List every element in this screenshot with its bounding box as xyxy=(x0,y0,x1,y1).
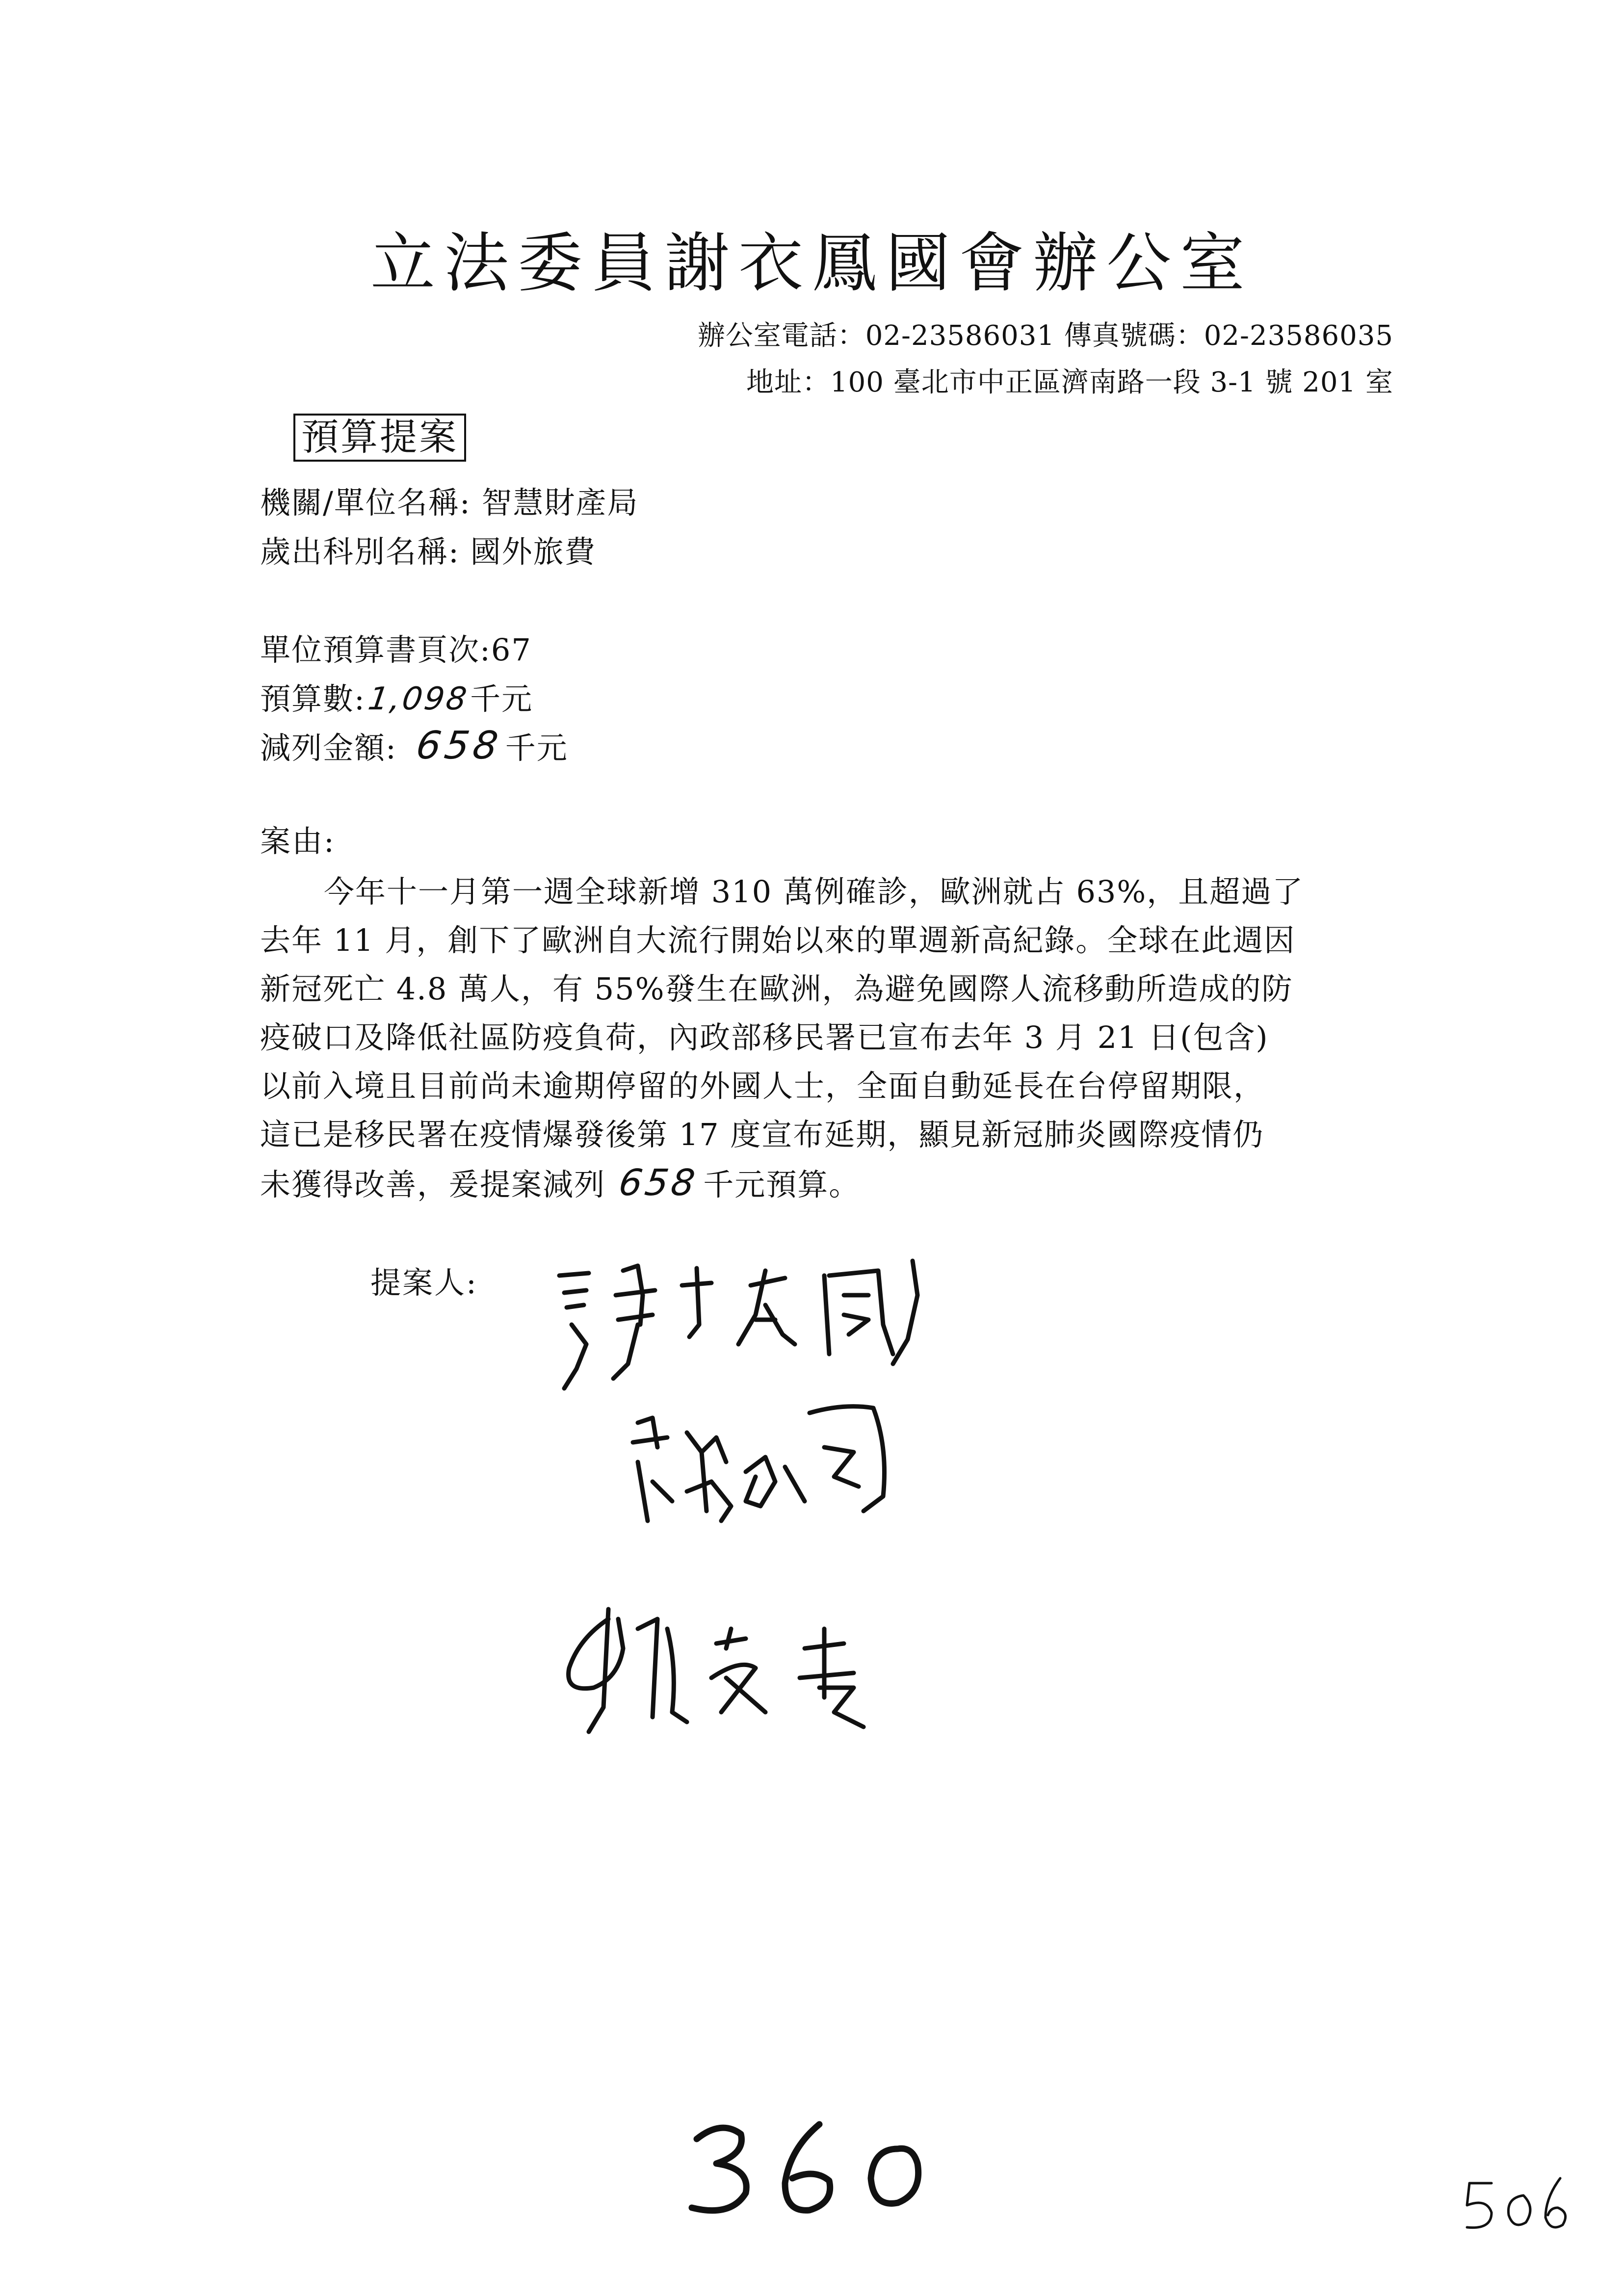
budget-amount-field xyxy=(260,675,533,718)
budget-amount-label: 預算數: xyxy=(260,681,366,717)
budget-page-label: 單位預算書頁次: xyxy=(260,632,491,668)
cut-amount-handwritten: 658 xyxy=(413,724,505,768)
reason-last-line xyxy=(260,1159,1398,1209)
cut-amount-label: 減列金額: xyxy=(260,730,397,766)
budget-page-field xyxy=(260,626,532,669)
agency-value: 智慧財產局 xyxy=(481,485,639,521)
handwritten-page-number-small xyxy=(1467,2178,1566,2228)
agency-field xyxy=(260,478,639,522)
reason-line: 今年十一月第一週全球新增 310 萬例確診，歐洲就占 63%，且超過了 xyxy=(324,874,1304,910)
reason-amount-handwritten: 658 xyxy=(616,1162,701,1204)
reason-line: 去年 11 月，創下了歐洲自大流行開始以來的單週新高紀錄。全球在此週因 xyxy=(260,922,1296,958)
agency-label: 機關/單位名稱: xyxy=(260,485,471,521)
budget-amount-handwritten: 1,098 xyxy=(366,681,471,717)
proposal-type-box: 預算提案 xyxy=(293,414,466,462)
reason-line: 這已是移民署在疫情爆發後第 17 度宣布延期，顯見新冠肺炎國際疫情仍 xyxy=(260,1117,1264,1152)
cut-amount-unit: 千元 xyxy=(505,730,568,766)
proposer-label: 提案人: xyxy=(370,1265,478,1301)
office-title: 立法委員謝衣鳳國會辦公室 xyxy=(370,226,1254,301)
signature-second xyxy=(633,1407,885,1521)
reason-last-prefix: 未獲得改善，爰提案減列 xyxy=(260,1167,606,1202)
budget-page-value: 67 xyxy=(491,632,532,668)
phone-fax-line: 辦公室電話：02-23586031 傳真號碼：02-23586035 xyxy=(697,320,1393,352)
address-line: 地址：100 臺北市中正區濟南路一段 3-1 號 201 室 xyxy=(746,366,1393,398)
expenditure-item-value: 國外旅費 xyxy=(470,534,596,570)
reason-label: 案由: xyxy=(260,823,336,859)
reason-line: 疫破口及降低社區防疫負荷，內政部移民署已宣布去年 3 月 21 日(包含) xyxy=(260,1019,1269,1055)
signature-first xyxy=(559,1261,917,1388)
budget-amount-unit: 千元 xyxy=(470,681,533,717)
expenditure-item-label: 歲出科別名稱: xyxy=(260,534,460,570)
reason-last-suffix: 千元預算。 xyxy=(703,1167,861,1202)
cut-amount-field xyxy=(260,724,568,768)
handwritten-page-number-large xyxy=(692,2124,918,2211)
reason-line: 以前入境且目前尚未逾期停留的外國人士，全面自動延長在台停留期限， xyxy=(260,1068,1265,1104)
reason-line: 新冠死亡 4.8 萬人，有 55%發生在歐洲，為避免國際人流移動所造成的防 xyxy=(260,971,1293,1007)
expenditure-item-field xyxy=(260,527,596,571)
reason-paragraph xyxy=(260,867,1398,1209)
signature-third xyxy=(569,1609,864,1732)
